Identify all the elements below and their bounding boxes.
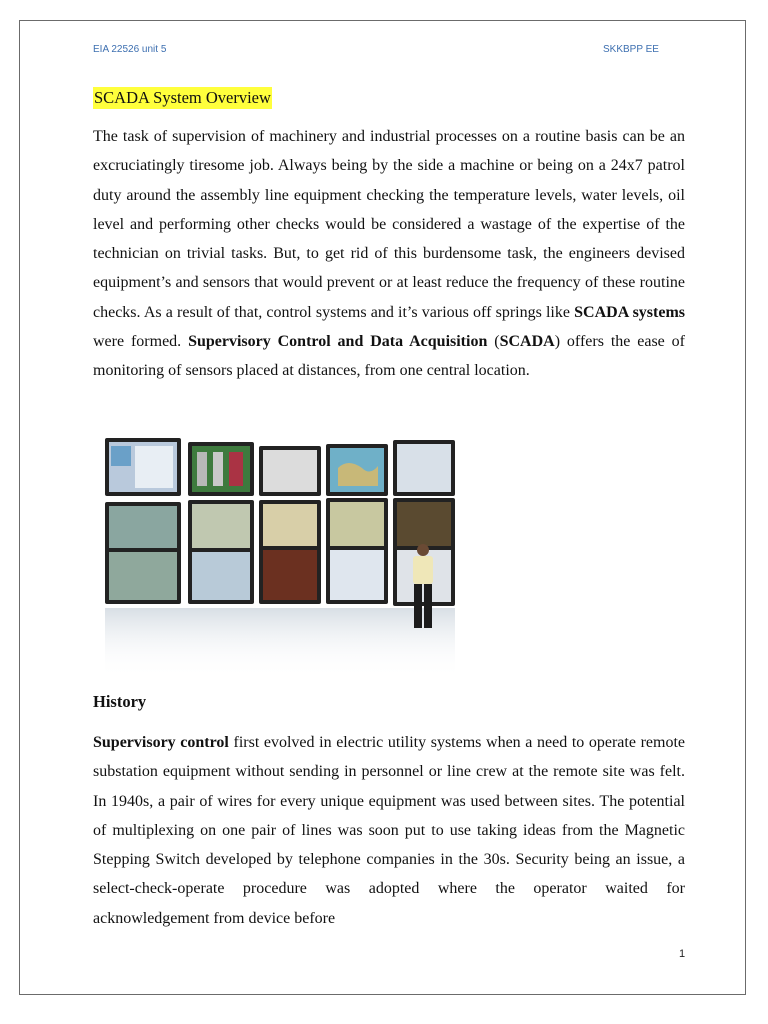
history-heading: History [93,692,147,711]
monitor-row-1 [105,438,455,496]
page-number: 1 [679,948,686,960]
intro-bold-scada: SCADA [499,333,555,351]
intro-text-d: ) offers the ease of monitoring of sensors placed at distances, from one central location. [93,333,686,380]
floor-reflection [105,608,455,678]
intro-bold-scada-full: Supervisory Control and Data Acquisition [188,333,488,351]
history-paragraph [93,728,685,933]
scada-monitor-wall-image [93,428,465,686]
intro-paragraph [93,122,685,386]
intro-text-a: The task of supervision of machinery and industrial processes on a routine basis can be an excruciatingly tiresome job. Always being by the side a machine or being on a 24x7 patrol duty around the assembly line equipment checking the temperature levels, water levels, oil level and performing other checks would be considered a wastage of the expertise of the technician on trivial tasks. But, to get rid of this burdensome task, the engineers devised equipment’s and sensors that would prevent or at least reduce the frequency of these routine checks. As a result of that, control systems and it’s various off springs like [93,128,685,321]
history-text: first evolved in electric utility systems when a need to operate remote substation equipment without sending in personnel or line crew at the remote site was felt. In 1940s, a pair of wires for every unique equipment was used between sites. The potential of multiplexing on one pair of lines was soon put to use taking ideas from the Magnetic Stepping Switch developed by telephone companies in the 30s. Security being an issue, a select-check-operate procedure was adopted where the operator waited for acknowledgement from device before [93,734,685,927]
header-right: SKKBPP EE [603,44,659,55]
history-bold-lead: Supervisory control [93,734,229,751]
intro-text-c: ( [487,333,500,351]
header-left: EIA 22526 unit 5 [93,44,167,55]
document-title: SCADA System Overview [94,88,271,107]
intro-bold-scada-systems: SCADA systems [574,303,685,321]
intro-text-b: were formed. [93,333,189,351]
monitor-row-3 [105,546,455,606]
